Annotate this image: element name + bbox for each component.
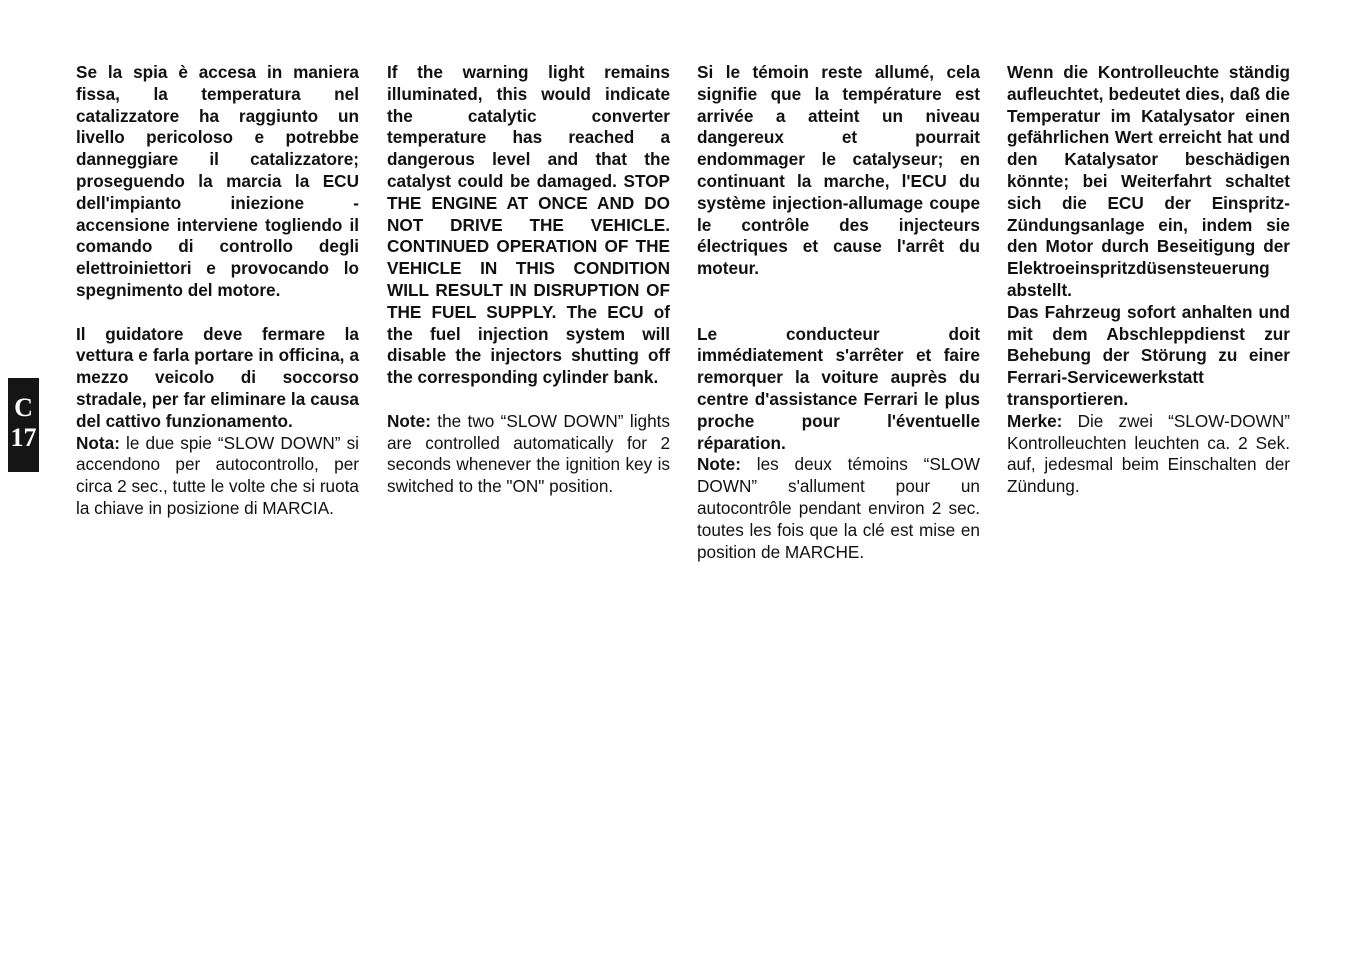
note-label: Note: (697, 454, 741, 475)
note-paragraph (697, 454, 980, 563)
paragraph-warning: Wenn die Kontrolleuchte ständig aufleuchtet, bedeutet dies, daß die Temperatur im Katalysator einen gefährlichen Wert erreicht hat und den Katalysator beschädigen könnte; bei Weiterfahrt schaltet sich die ECU der Einspritz-Zündungsanlage ein, indem sie den Motor durch Beseitigung der Elektroeinspritzdüsensteuerung abstellt. (1007, 62, 1290, 300)
paragraph-driver-action: Das Fahrzeug sofort anhalten und mit dem Abschleppdienst zur Behebung der Störung zu einer Ferrari-Servicewerkstatt transportieren. (1007, 301, 1290, 409)
column-french (697, 62, 980, 563)
column-german (1007, 62, 1290, 498)
note-text: le due spie “SLOW DOWN” si accendono per autocontrollo, per circa 2 sec., tutte le volte che si ruota la chiave in posizione di MARCIA. (76, 432, 359, 518)
note-paragraph (387, 411, 670, 498)
note-text: les deux témoins “SLOW DOWN” s'allument pour un autocontrôle pendant environ 2 sec. toutes les fois que la clé est mise en position de MARCHE. (697, 454, 980, 562)
paragraph-warning: Si le témoin reste allumé, cela signifie que la température est arrivée a atteint un niveau dangereux et pourrait endommager le catalyseur; en continuant la marche, l'ECU du système injection-allumage coupe le contrôle des injecteurs électriques et cause l'arrêt du moteur. (697, 62, 980, 279)
warning-text: If the warning light remains illuminated, this would indicate the catalytic converter temperature has reached a dangerous level and that the catalyst could be damaged. (387, 62, 670, 191)
warning-caps-text: STOP THE ENGINE AT ONCE AND DO NOT DRIVE THE VEHICLE. CONTINUED OPERATION OF THE VEHICLE IN THIS CONDITION WILL RESULT IN DISRUPTION OF THE FUEL SUPPLY. (387, 170, 670, 322)
note-paragraph (1007, 411, 1290, 498)
section-tab (8, 378, 39, 472)
note-label: Note: (387, 410, 431, 431)
paragraph-driver-action: Le conducteur doit immédiatement s'arrêter et faire remorquer la voiture auprès du centre d'assistance Ferrari le plus proche pour l'éventuelle réparation. (697, 323, 980, 453)
note-label: Nota: (76, 432, 120, 453)
note-label: Merke: (1007, 410, 1063, 431)
note-text: the two “SLOW DOWN” lights are controlled automatically for 2 seconds whenever the ignition key is switched to the "ON" position. (387, 410, 671, 497)
paragraph-warning (387, 62, 670, 389)
page-number: 17 (10, 423, 37, 452)
column-english (387, 62, 670, 498)
column-italian (76, 62, 359, 520)
paragraph-driver-action: Il guidatore deve fermare la vettura e farla portare in officina, a mezzo veicolo di soccorso stradale, per far eliminare la causa del cattivo funzionamento. (76, 323, 359, 431)
paragraph-warning: Se la spia è accesa in maniera fissa, la temperatura nel catalizzatore ha raggiunto un livello pericoloso e potrebbe danneggiare il catalizzatore; proseguendo la marcia la ECU dell'impianto iniezione - accensione interviene togliendo il comando di controllo degli elettroiniettori e provocando lo spegnimento del motore. (76, 62, 359, 300)
section-letter: C (14, 393, 33, 422)
note-text: Die zwei “SLOW-DOWN” Kontrolleuchten leuchten ca. 2 Sek. auf, jedesmal beim Einschalten der Zündung. (1007, 410, 1290, 497)
note-paragraph (76, 433, 359, 520)
warning-ecu-text: The ECU of the fuel injection system will disable the injectors shutting off the corresponding cylinder bank. (387, 301, 670, 388)
